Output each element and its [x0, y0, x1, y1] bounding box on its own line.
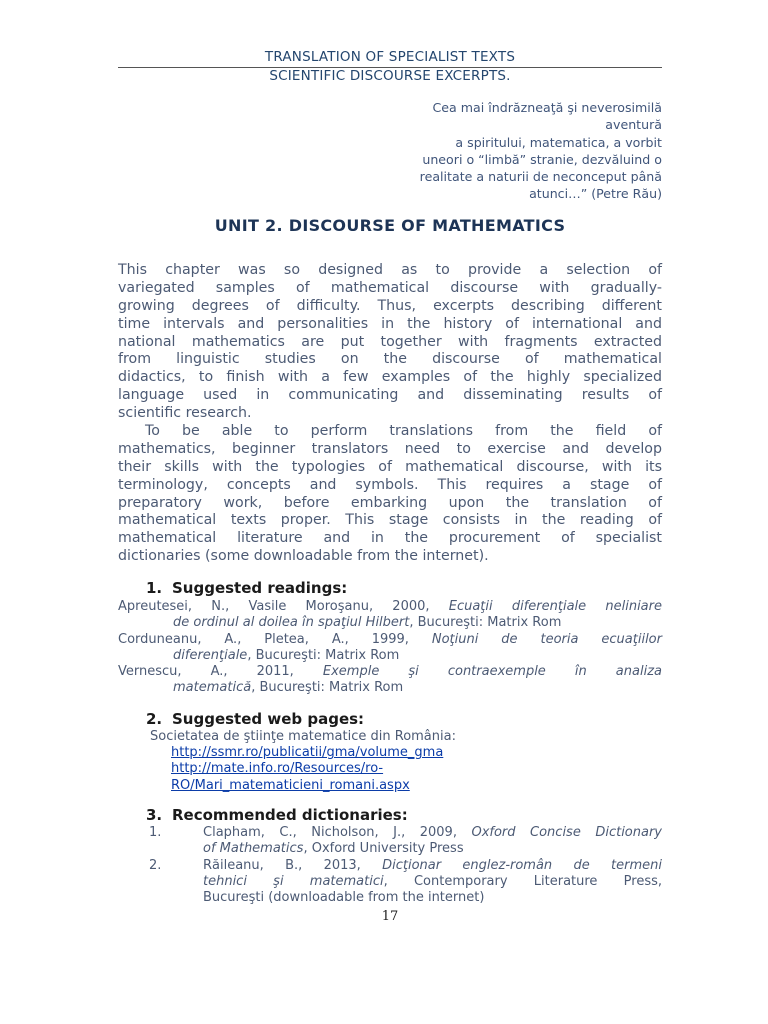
item-number: 2.	[149, 857, 162, 873]
reading-entry-line: de ordinul al doilea în spaţiul Hilbert, Bucureşti: Matrix Rom	[173, 615, 562, 631]
paragraph-line: dictionaries (some downloadable from the internet).	[118, 548, 489, 565]
epigraph-line: Cea mai îndrăzneaţă şi neverosimilă	[432, 100, 662, 115]
link-ssmr[interactable]: http://ssmr.ro/publicatii/gma/volume_gma	[171, 745, 444, 761]
dictionary-item	[118, 825, 662, 858]
epigraph	[360, 99, 662, 203]
unit-title: UNIT 2. DISCOURSE OF MATHEMATICS	[214, 216, 566, 235]
paragraph-line: scientific research.	[118, 405, 252, 422]
dictionary-line: Răileanu, B., 2013, Dicţionar englez-român de termeni	[203, 857, 662, 873]
paragraph-line: mathematical texts proper. This stage consists in the reading of	[118, 512, 662, 529]
section-heading-readings	[146, 579, 347, 597]
paragraph-line: didactics, to finish with a few examples of the highly specialized	[118, 369, 662, 386]
reading-entry-line: matematică, Bucureşti: Matrix Rom	[173, 680, 404, 696]
section-heading-dictionaries	[146, 806, 408, 824]
paragraph-line: terminology, concepts and symbols. This requires a stage of	[118, 476, 662, 493]
epigraph-line: uneori o “limbă” stranie, dezvăluind o	[422, 151, 662, 167]
reading-entry-line: Corduneanu, A., Pletea, A., 1999, Noţiuni de teoria ecuaţiilor	[118, 631, 662, 647]
running-header-line2: SCIENTIFIC DISCOURSE EXCERPTS.	[269, 68, 511, 84]
dictionary-line: of Mathematics, Oxford University Press	[203, 841, 464, 857]
reading-entry-line: diferenţiale, Bucureşti: Matrix Rom	[173, 647, 400, 663]
dictionary-line: Clapham, C., Nicholson, J., 2009, Oxford Concise Dictionary	[203, 825, 662, 840]
section-title: Suggested web pages:	[172, 710, 365, 728]
paragraph-line: mathematics, beginner translators need to exercise and develop	[118, 440, 662, 457]
paragraph-line: variegated samples of mathematical discourse with gradually-	[118, 279, 662, 296]
link-mate-info-cont[interactable]: RO/Mari_matematicieni_romani.aspx	[171, 777, 410, 793]
epigraph-line: a spiritului, matematica, a vorbit	[455, 134, 662, 150]
link-mate-info[interactable]: http://mate.info.ro/Resources/ro-	[171, 761, 384, 777]
running-header-line1: TRANSLATION OF SPECIALIST TEXTS	[264, 49, 516, 65]
second-paragraph	[118, 423, 662, 566]
dictionary-line: tehnici şi matematici, Contemporary Literature Press,	[203, 873, 662, 889]
section-heading-web	[146, 710, 364, 728]
intro-paragraph	[118, 262, 662, 423]
page-number: 17	[381, 909, 399, 924]
reading-entry-line: Apreutesei, N., Vasile Moroşanu, 2000, Ecuaţii diferenţiale neliniare	[118, 599, 662, 614]
web-pages-list	[150, 729, 456, 794]
dictionary-item	[118, 858, 662, 907]
paragraph-line: To be able to perform translations from the field of	[145, 423, 662, 439]
epigraph-line: realitate a naturii de neconceput până	[419, 169, 662, 185]
paragraph-line: from linguistic studies on the discourse of mathematical	[118, 351, 662, 368]
paragraph-line: This chapter was so designed as to provide a selection of	[118, 262, 662, 278]
dictionary-line: Bucureşti (downloadable from the internet)	[203, 890, 485, 906]
epigraph-line: aventură	[605, 117, 662, 133]
reading-entry-line: Vernescu, A., 2011, Exemple şi contraexemple în analiza	[118, 664, 662, 680]
dictionaries-list	[118, 825, 662, 906]
item-number: 1.	[149, 825, 162, 840]
section-title: Suggested readings:	[172, 579, 348, 597]
paragraph-line: preparatory work, before embarking upon the translation of	[118, 494, 662, 511]
paragraph-line: their skills with the typologies of mathematical discourse, with its	[118, 458, 662, 475]
epigraph-line: atunci…” (Petre Rău)	[529, 186, 662, 202]
readings-list	[118, 599, 662, 697]
paragraph-line: mathematical literature and in the procurement of specialist	[118, 530, 662, 547]
paragraph-line: national mathematics are put together with fragments extracted	[118, 333, 662, 350]
paragraph-line: language used in communicating and disseminating results of	[118, 387, 662, 404]
section-number: 3.	[146, 806, 163, 824]
web-intro: Societatea de ştiinţe matematice din România:	[150, 729, 456, 744]
paragraph-line: time intervals and personalities in the history of international and	[118, 315, 662, 332]
paragraph-line: growing degrees of difficulty. Thus, excerpts describing different	[118, 297, 662, 314]
section-number: 2.	[146, 710, 163, 728]
section-number: 1.	[146, 579, 163, 597]
section-title: Recommended dictionaries:	[172, 806, 408, 824]
